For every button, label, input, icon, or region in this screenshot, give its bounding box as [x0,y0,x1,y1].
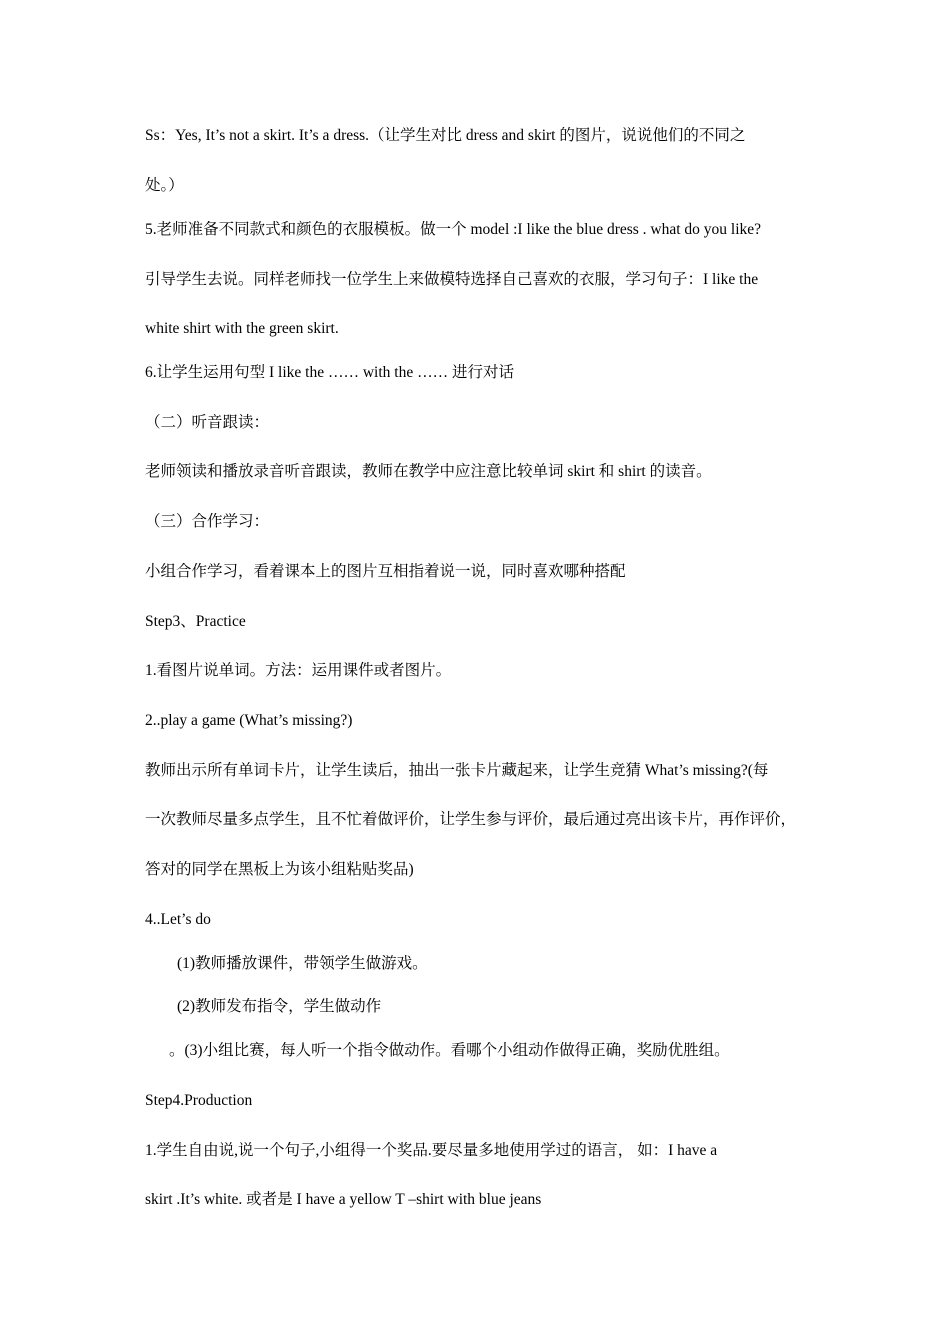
text-line: 5.老师准备不同款式和颜色的衣服模板。做一个 model :I like the blue dress . what do you like? [145,221,762,238]
list-item: (1)教师播放课件，带领学生做游戏。 [177,955,428,972]
step-heading: Step4.Production [145,1092,253,1109]
text-line: 1.看图片说单词。方法：运用课件或者图片。 [145,662,452,679]
text-line: skirt .It’s white. 或者是 I have a yellow T –shirt with blue jeans [145,1191,542,1208]
text-line: 一次教师尽量多点学生，且不忙着做评价，让学生参与评价，最后通过亮出该卡片，再作评价， [145,811,797,828]
text-line: 小组合作学习，看着课本上的图片互相指着说一说，同时喜欢哪种搭配 [145,563,626,580]
text-line: 引导学生去说。同样老师找一位学生上来做模特选择自己喜欢的衣服，学习句子：I like the [145,271,759,288]
text-line: white shirt with the green skirt. [145,320,339,337]
section-heading: （三）合作学习： [145,513,270,530]
section-heading: （二）听音跟读： [145,414,270,431]
text-line: Ss：Yes, It’s not a skirt. It’s a dress.（让学生对比 dress and skirt 的图片，说说他们的不同之 [145,127,746,144]
text-line: 老师领读和播放录音听音跟读，教师在教学中应注意比较单词 skirt 和 shirt 的读音。 [145,463,712,480]
text-line: 4..Let’s do [145,911,211,928]
text-line: 1.学生自由说,说一个句子,小组得一个奖品.要尽量多地使用学过的语言， 如：I have a [145,1142,718,1159]
list-item: (2)教师发布指令，学生做动作 [177,998,382,1015]
list-item: 。(3)小组比赛，每人听一个指令做动作。看哪个小组动作做得正确，奖励优胜组。 [169,1042,730,1059]
step-heading: Step3、Practice [145,613,246,630]
text-line: 2..play a game (What’s missing?) [145,712,353,729]
text-line: 答对的同学在黑板上为该小组粘贴奖品) [145,861,414,878]
text-line: 6.让学生运用句型 I like the …… with the …… 进行对话 [145,364,514,381]
text-line: 处。） [145,177,184,194]
text-line: 教师出示所有单词卡片，让学生读后，抽出一张卡片藏起来，让学生竞猜 What’s missing?(每 [145,762,769,779]
